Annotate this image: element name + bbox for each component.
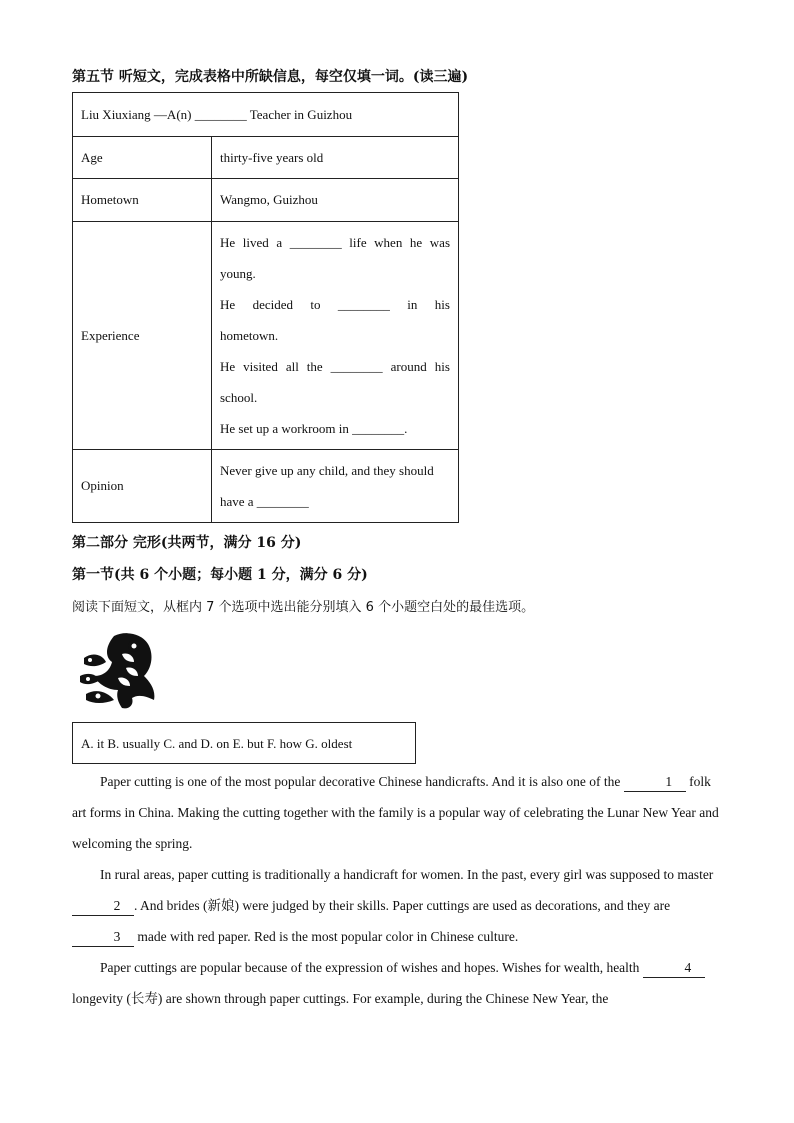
hometown-value: Wangmo, Guizhou — [212, 179, 459, 222]
paragraph-2: In rural areas, paper cutting is traditionally a handicraft for women. In the past, every girl was supposed to master 2 . And brides (新娘) were judged by their skills. Paper cuttings are used as decorations, and they are 3 made with red paper. Red is the most popular color in Chinese culture. — [72, 859, 722, 952]
opinion-cell — [212, 450, 459, 523]
blank-2[interactable]: 2 — [72, 897, 134, 916]
experience-cell — [212, 222, 459, 450]
experience-line-6: school. — [220, 390, 258, 405]
instruction-text: 阅读下面短文，从框内 7 个选项中选出能分别填入 6 个小题空白处的最佳选项。 — [72, 600, 535, 615]
table-title-suffix: Teacher in Guizhou — [246, 106, 353, 122]
experience-line-4: hometown. — [220, 328, 279, 343]
experience-label: Experience — [73, 222, 212, 450]
experience-line-5: He visited all the ________ around his — [220, 351, 450, 382]
experience-line-1: He lived a ________ life when he was — [220, 227, 450, 258]
experience-line-2: young. — [220, 266, 256, 281]
listening-table — [72, 92, 459, 523]
age-label: Age — [73, 137, 212, 179]
part2-heading: 第二部分 完形(共两节，满分 16 分) — [72, 535, 302, 551]
blank-4[interactable]: 4 — [643, 959, 705, 978]
blank-3[interactable]: 3 — [72, 928, 134, 947]
opinion-line-1: Never give up any child, and they should — [220, 463, 434, 478]
passage — [72, 766, 722, 1014]
table-title-cell — [73, 93, 459, 137]
experience-blank-1[interactable]: ________ — [289, 235, 342, 250]
experience-line-7: He set up a workroom in ________. — [220, 421, 408, 436]
experience-blank-2[interactable]: ________ — [337, 297, 390, 312]
opinion-line-2: have a ________ — [220, 494, 309, 509]
options-box: A. it B. usually C. and D. on E. but F. how G. oldest — [72, 722, 416, 764]
blank-1[interactable]: 1 — [624, 773, 686, 792]
experience-line-3: He decided to ________ in his — [220, 289, 450, 320]
table-title-blank[interactable]: ________ — [194, 106, 247, 122]
table-title-text: Liu Xiuxiang —A(n) — [81, 106, 195, 122]
section1-heading: 第一节(共 6 个小题；每小题 1 分，满分 6 分) — [72, 567, 368, 583]
opinion-label: Opinion — [73, 450, 212, 523]
age-value: thirty-five years old — [212, 137, 459, 179]
paragraph-1: Paper cutting is one of the most popular decorative Chinese handicrafts. And it is also one of the 1 folk art forms in China. Making the cutting together with the family is a popular way of celebrating the Lunar New Year and welcoming the spring. — [72, 774, 719, 851]
hometown-label: Hometown — [73, 179, 212, 222]
paragraph-3: Paper cuttings are popular because of the expression of wishes and hopes. Wishes for wealth, health 4 longevity (长寿) are shown through paper cuttings. For example, during the Chinese New Year, the — [72, 952, 722, 1014]
experience-blank-3[interactable]: ________ — [330, 359, 383, 374]
paper-cutting-fish-icon — [74, 628, 160, 712]
section5-heading: 第五节 听短文，完成表格中所缺信息，每空仅填一词。(读三遍) — [72, 69, 469, 85]
